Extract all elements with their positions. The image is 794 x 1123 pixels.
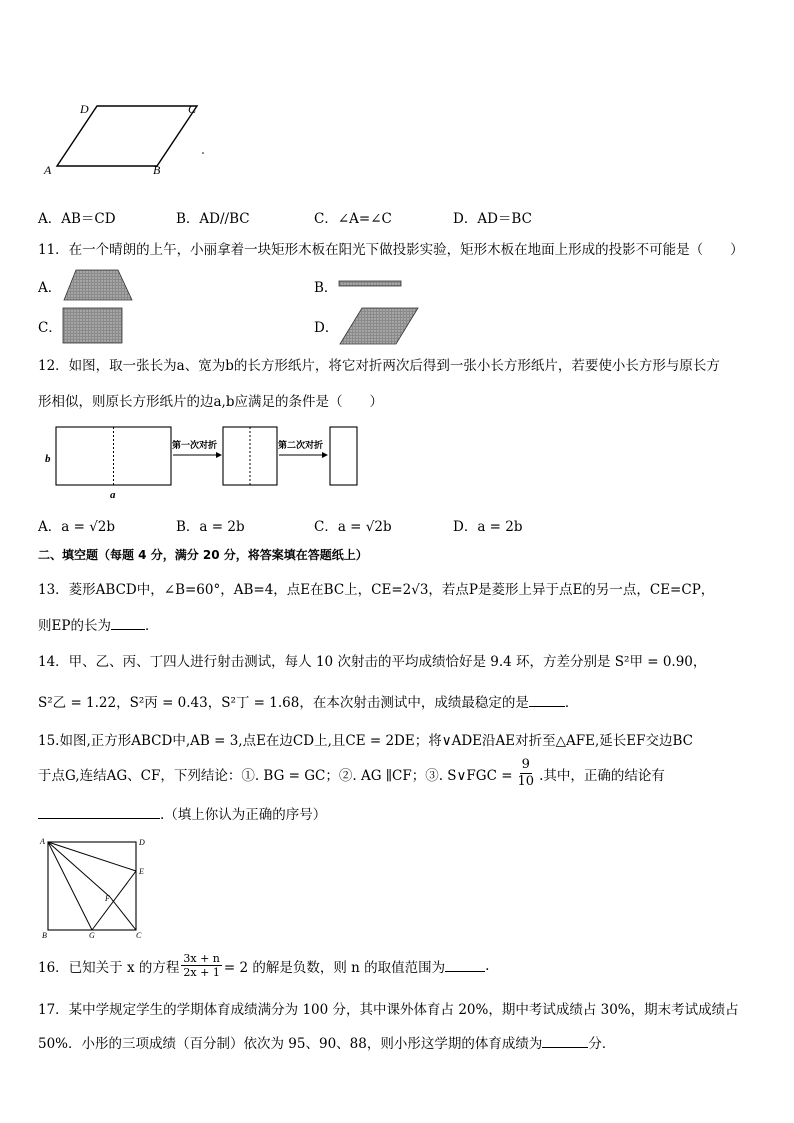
q15-answer-blank[interactable] [38, 806, 160, 819]
q10-option-c: C．∠A=∠C [314, 211, 392, 227]
fig-label-G: G [89, 931, 95, 940]
fig-label-E: E [139, 867, 144, 876]
q11-shape-thin-rect [338, 280, 402, 288]
label-B: B [153, 163, 161, 177]
q11-shape-trapezoid [62, 268, 134, 302]
q16-fraction-numerator: 3x + n [183, 952, 220, 965]
q17-line2-text: 50%．小彤的三项成绩（百分制）依次为 95、90、88，则小彤这学期的体育成绩为 [38, 1036, 543, 1052]
folded-twice-rectangle [330, 427, 357, 485]
q11-shape-parallelogram [338, 306, 420, 346]
q15-line2-text-a: 于点G,连结AG、CF，下列结论：①. BG = GC；②. AG ∥CF；③. S∨FGC = [38, 767, 513, 784]
q13-line2-text: 则EP的长为 [38, 618, 111, 634]
q16-line: 16．已知关于 x 的方程 $\frac{3x + n}{2x + 1}$ = 2 的解是负数，则 n 的取值范围为 . [38, 952, 490, 979]
q16-answer-blank[interactable] [445, 959, 485, 972]
q12-option-a: A．a = √2b [38, 519, 116, 535]
q14-line2: S²乙 = 1.22，S²丙 = 0.43，S²丁 = 1.68，在本次射击测试中，成绩最稳定的是 ． [38, 695, 579, 711]
section-heading-fill-in: 二、填空题（每题 4 分，满分 20 分，将答案填在答题纸上） [38, 548, 368, 562]
q10-option-d: D．AD＝BC [453, 211, 532, 227]
fig-label-B: B [42, 931, 47, 940]
label-A: A [44, 163, 52, 177]
q13-answer-blank[interactable] [111, 617, 145, 630]
q14-line1: 14．甲、乙、丙、丁四人进行射击测试，每人 10 次射击的平均成绩恰好是 9.4 环，方差分别是 S²甲 = 0.90， [38, 654, 707, 670]
q11-option-c: C． [38, 320, 62, 336]
q13-line2: 则EP的长为 ． [38, 618, 159, 634]
fig-label-C: C [136, 931, 142, 940]
fig-label-F: F [105, 894, 110, 903]
square-ABCD [48, 842, 136, 930]
q17-answer-blank[interactable] [542, 1035, 588, 1048]
q15-fraction-denominator: 10 [517, 774, 535, 789]
fig-label-D: D [139, 838, 145, 847]
q17-suffix: 分． [588, 1036, 616, 1052]
q15-line1: 15.如图,正方形ABCD中,AB = 3,点E在边CD上,且CE = 2DE；将∨ADE沿AE对折至△AFE,延长EF交边BC [38, 733, 693, 749]
q10-option-a: A．AB＝CD [38, 211, 116, 227]
q15-fraction-numerator: 9 [521, 757, 530, 772]
q16-fraction [181, 952, 222, 979]
q14-answer-blank[interactable] [529, 694, 565, 707]
segment-FC [110, 897, 136, 930]
q15-line2 [38, 757, 665, 790]
q15-square-figure [36, 834, 156, 940]
q16-text-post: = 2 的解是负数，则 n 的取值范围为 [223, 959, 446, 976]
q12-folding-figure [40, 420, 370, 502]
q15-fraction [516, 757, 537, 790]
q10-option-b: B．AD//BC [176, 211, 250, 227]
q13-line1: 13．菱形ABCD中，∠B=60°，AB=4，点E在BC上，CE=2√3，若点P是菱形上异于点E的另一点，CE=CP， [38, 582, 715, 598]
q11-shape-rectangle [62, 307, 124, 345]
q11-option-d: D． [314, 320, 339, 336]
segment-AG [48, 842, 92, 930]
parallelogram-shape [57, 106, 197, 166]
q12-option-b: B．a = 2b [176, 519, 245, 535]
fig-label-A: A [40, 837, 45, 846]
label-C: C [188, 102, 197, 116]
segment-AE [48, 842, 136, 871]
q17-line1: 17．某中学规定学生的学期体育成绩满分为 100 分，其中课外体育占 20%，期中考试成绩占 30%，期末考试成绩占 [38, 1002, 739, 1018]
label-D: D [80, 102, 89, 116]
q12-option-d: D．a = 2b [453, 519, 523, 535]
fold-1-label: 第一次对折 [172, 440, 218, 450]
q11-option-b: B． [314, 280, 338, 296]
q12-line2: 形相似，则原长方形纸片的边a,b应满足的条件是（ ） [38, 394, 383, 410]
q15-line3 [38, 803, 326, 823]
q12-line1: 12．如图，取一张长为a、宽为b的长方形纸片，将它对折两次后得到一张小长方形纸片，若要使小长方形与原长方 [38, 358, 720, 374]
q16-fraction-denominator: 2x + 1 [183, 966, 220, 979]
dot-mark [202, 152, 204, 154]
q15-line3-text: .（填上你认为正确的序号） [160, 807, 327, 823]
q16-text-pre: 16．已知关于 x 的方程 [38, 959, 180, 976]
q17-line2 [38, 1032, 615, 1052]
parallelogram-figure [40, 98, 230, 178]
q11-option-a: A． [38, 280, 62, 296]
fold-2-label: 第二次对折 [278, 440, 324, 450]
label-a: a [110, 489, 116, 501]
q15-line2-text-b: .其中，正确的结论有 [539, 767, 665, 784]
q12-option-c: C．a = √2b [314, 519, 392, 535]
q14-line2-text: S²乙 = 1.22，S²丙 = 0.43，S²丁 = 1.68，在本次射击测试中，成绩最稳定的是 [38, 695, 529, 711]
arrow-2-head [322, 452, 328, 458]
q11-text: 11．在一个晴朗的上午，小丽拿着一块矩形木板在阳光下做投影实验，矩形木板在地面上形成的投影不可能是（ ） [38, 242, 744, 258]
segment-AF [48, 842, 110, 897]
label-b: b [45, 453, 51, 465]
arrow-1-head [216, 452, 222, 458]
